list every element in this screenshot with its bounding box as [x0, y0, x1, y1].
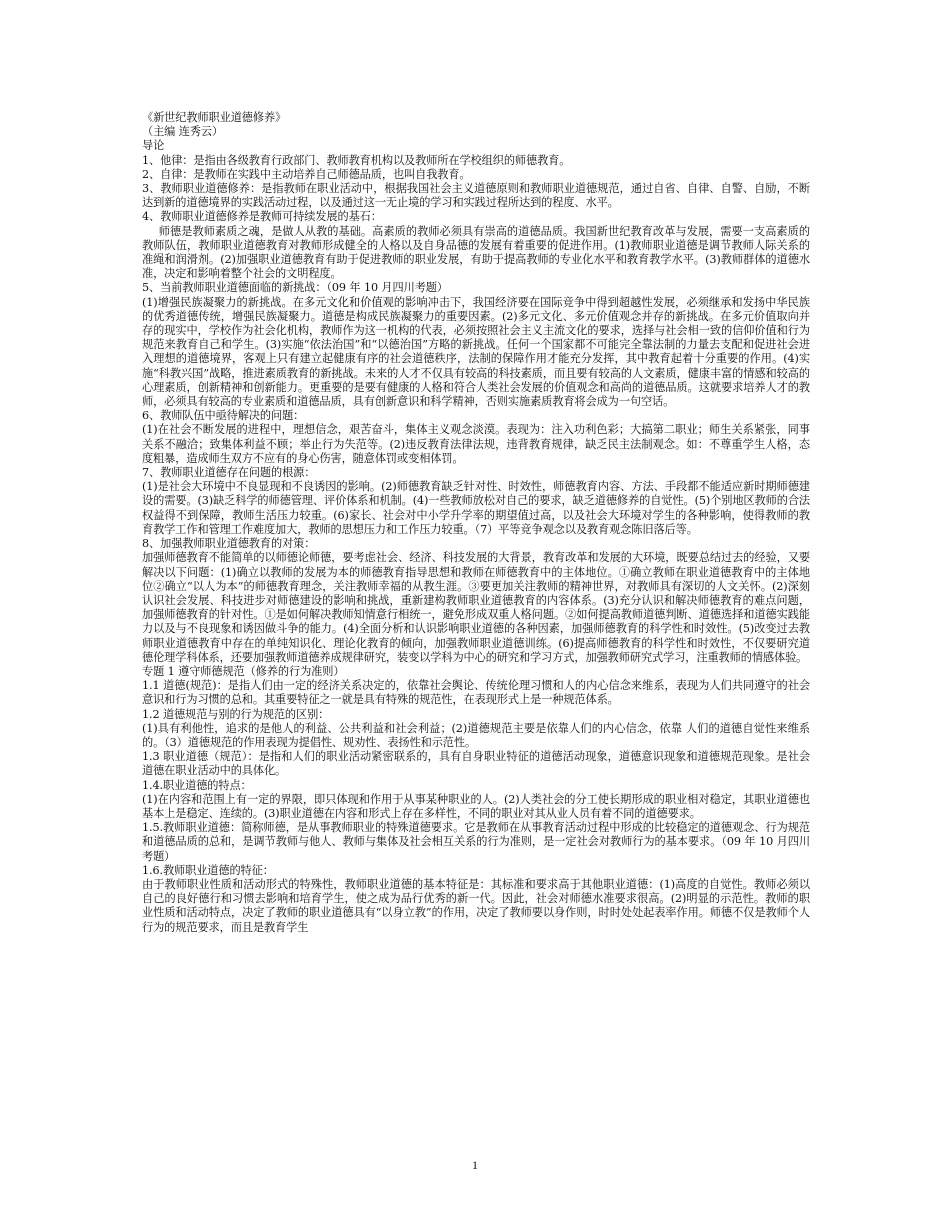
book-title: 《新世纪教师职业道德修养》 — [142, 111, 287, 124]
paragraph-4: 师德是教师素质之魂，是做人从教的基础。高素质的教师必须具有崇高的道德品质。我国新世纪教育改革与发展，需要一支高素质的教师队伍，教师职业道德教育对教师形成健全的人格以及自身品德的发展有着重要的促进作用。(1)教师职业道德是调节教师人际关系的准绳和润滑剂。(2)加强职业道德教育有助于促进教师的职业发展，有助于提高教师的专业化水平和教育教学水平。(3)教师群体的道德水准，决定和影响着整个社会的文明程度。 — [142, 224, 810, 281]
book-editor: （主编 连秀云） — [142, 125, 224, 139]
item-heteronomy: 1、他律：是指由各级教育行政部门、教师教育机构以及教师所在学校组织的师德教育。 — [142, 153, 571, 167]
subheading-1-4: 1.4.职业道德的特点： — [142, 778, 252, 792]
subheading-1-6: 1.6.教师职业道德的特征： — [142, 863, 274, 877]
paragraph-1-3: 1.3 职业道德（规范）：是指和人们的职业活动紧密联系的，具有自身职业特征的道德活动现象，道德意识现象和道德规范现象。是社会道德在职业活动中的具体化。 — [142, 750, 810, 778]
topic-heading-1: 专题 1 遵守师德规范（修养的行为准则） — [142, 664, 345, 678]
section-heading-intro: 导论 — [142, 139, 165, 153]
paragraph-5: (1)增强民族凝聚力的新挑战。在多元文化和价值观的影响冲击下，我国经济要在国际竞争中得到超越性发展，必须继承和发扬中华民族的优秀道德传统，增强民族凝聚力。道德是构成民族凝聚力的重要因素。(2)多元文化、多元价值观念并存的新挑战。在多元价值取向并存的现实中，学校作为社会化机构，教师作为这一机构的代表，必须按照社会主义主流文化的要求，选择与社会相一致的信仰价值和行为规范来教育自己和学生。(3)实施“依法治国”和“以德治国”方略的新挑战。任何一个国家都不可能完全靠法制的力量去支配和促进社会进入理想的道德境界，客观上只有建立起健康有序的社会道德秩序，法制的保障作用才能充分发挥，其中教育起着十分重要的作用。(4)实施“科教兴国”战略，推进素质教育的新挑战。未来的人才不仅具有较高的科技素质，而且要有较高的人文素质，健康丰富的情感和较高的心理素质，创新精神和创新能力。更重要的是要有健康的人格和符合人类社会发展的价值观念和高尚的道德品质。这就要求培养人才的教师，必须具有较高的专业素质和道德品质，具有创新意识和科学精神，否则实施素质教育将会成为一句空话。 — [142, 295, 810, 409]
paragraph-1-4: (1)在内容和范围上有一定的界限，即只体现和作用于从事某种职业的人。(2)人类社会的分工使长期形成的职业相对稳定，其职业道德也基本上是稳定、连续的。(3)职业道德在内容和形式上存在多样性，不同的职业对其从业人员有着不同的道德要求。 — [142, 792, 810, 820]
paragraph-1-5: 1.5.教师职业道德：简称师德，是从事教师职业的特殊道德要求。它是教师在从事教育活动过程中形成的比较稳定的道德观念、行为规范和道德品质的总和，是调节教师与他人、教师与集体及社会相互关系的行为准则，是一定社会对教师行为的基本要求。（09 年 10 月四川考题） — [142, 821, 810, 863]
subheading-1-2: 1.2 道德规范与别的行为规范的区别： — [142, 707, 330, 721]
item-cultivation-definition: 3、教师职业道德修养：是指教师在职业活动中，根据我国社会主义道德原则和教师职业道德规范，通过自省、自律、自警、自励，不断达到新的道德境界的实践活动过程，以及通过这一无止境的学习和实践过程所达到的程度、水平。 — [142, 182, 810, 210]
paragraph-1-2: (1)具有利他性，追求的是他人的利益、公共利益和社会利益；(2)道德规范主要是依靠人们的内心信念，依靠 人们的道德自觉性来维系的。（3）道德规范的作用表现为提倡性、规劝性、表扬性和示范性。 — [142, 721, 810, 749]
item-autonomy: 2、自律：是教师在实践中主动培养自己师德品质，也叫自我教育。 — [142, 167, 471, 181]
item-heading-4: 4、教师职业道德修养是教师可持续发展的基石： — [142, 210, 382, 224]
item-heading-5: 5、当前教师职业道德面临的新挑战：（09 年 10 月四川考题） — [142, 281, 448, 295]
page-number: 1 — [472, 1158, 478, 1172]
document-body — [142, 111, 810, 935]
paragraph-7: (1)是社会大环境中不良显现和不良诱因的影响。(2)师德教育缺乏针对性、时效性，师德教育内容、方法、手段都不能适应新时期师德建设的需要。(3)缺乏科学的师德管理、评价体系和机制。(4)一些教师放松对自己的要求，缺乏道德修养的自觉性。(5)个别地区教师的合法权益得不到保障，教师生活压力较重。(6)家长、社会对中小学升学率的期望值过高，以及社会大环境对学生的各种影响，使得教师的教育教学工作和管理工作难度加大，教师的思想压力和工作压力较重。（7）平等竞争观念以及教育观念陈旧落后等。 — [142, 480, 810, 536]
paragraph-6: (1)在社会不断发展的进程中，理想信念，艰苦奋斗，集体主义观念淡漠。表现为：注入功利色彩；大搞第二职业；师生关系紧张，同事关系不融洽；致集体利益不顾；举止行为失范等。(2)违反教育法律法规，违背教育规律，缺乏民主法制观念。如：不尊重学生人格，态度粗暴，造成师生双方不应有的身心伤害，随意体罚或变相体罚。 — [142, 423, 810, 465]
item-heading-8: 8、加强教师职业道德教育的对策： — [142, 537, 316, 551]
paragraph-8: 加强师德教育不能简单的以师德论师德，要考虑社会、经济、科技发展的大背景，教育改革和发展的大环境，既要总结过去的经验，又要解决以下问题：(1)确立以教师的发展为本的师德教育指导思想和教师在师德教育中的主体地位。①确立教师在职业道德教育中的主体地位②确立“以人为本”的师德教育理念，关注教师幸福的从教生涯。③要更加关注教师的精神世界，对教师具有深切的人文关怀。(2)深刻认识社会发展、科技进步对师德建设的影响和挑战，重新建构教师职业道德教育的内容体系。(3)充分认识和解决师德教育的难点问题，加强师德教育的针对性。①是如何解决教师知情意行相统一，避免形成双重人格问题。②如何提高教师道德判断、道德选择和道德实践能力以及与不良现象和诱因做斗争的能力。(4)全面分析和认识影响职业道德的各种因素，加强师德教育的科学性和时效性。(5)改变过去教师职业道德教育中存在的单纯知识化、理论化教育的倾向，加强教师职业道德训练。(6)提高师德教育的科学性和时效性，不仅要研究道德伦理学科体系，还要加强教师道德养成规律研究，装变以学科为中心的研究和学习方式，加强教师研究式学习，注重教师的情感体验。 — [142, 551, 810, 664]
item-heading-7: 7、教师职业道德存在问题的根源： — [142, 466, 316, 480]
item-heading-6: 6、教师队伍中亟待解决的问题： — [142, 409, 305, 423]
paragraph-1-1: 1.1 道德(规范)：是指人们由一定的经济关系决定的，依靠社会舆论、传统伦理习惯和人的内心信念来维系，表现为人们共同遵守的社会意识和行为习惯的总和。其重要特征之一就是具有特殊的规范性，在表现形式上是一种规范体系。 — [142, 679, 810, 707]
paragraph-1-6: 由于教师职业性质和活动形式的特殊性，教师职业道德的基本特征是：其标准和要求高于其他职业道德：(1)高度的自觉性。教师必须以自己的良好德行和习惯去影响和培育学生，使之成为品行优秀的新一代。因此，社会对师德水准要求很高。(2)明显的示范性。教师的职业性质和活动特点，决定了教师的职业道德具有“以身立教”的作用，决定了教师要以身作则，时时处处起表率作用。师德不仅是教师个人行为的规范要求，而且是教育学生 — [142, 877, 810, 934]
